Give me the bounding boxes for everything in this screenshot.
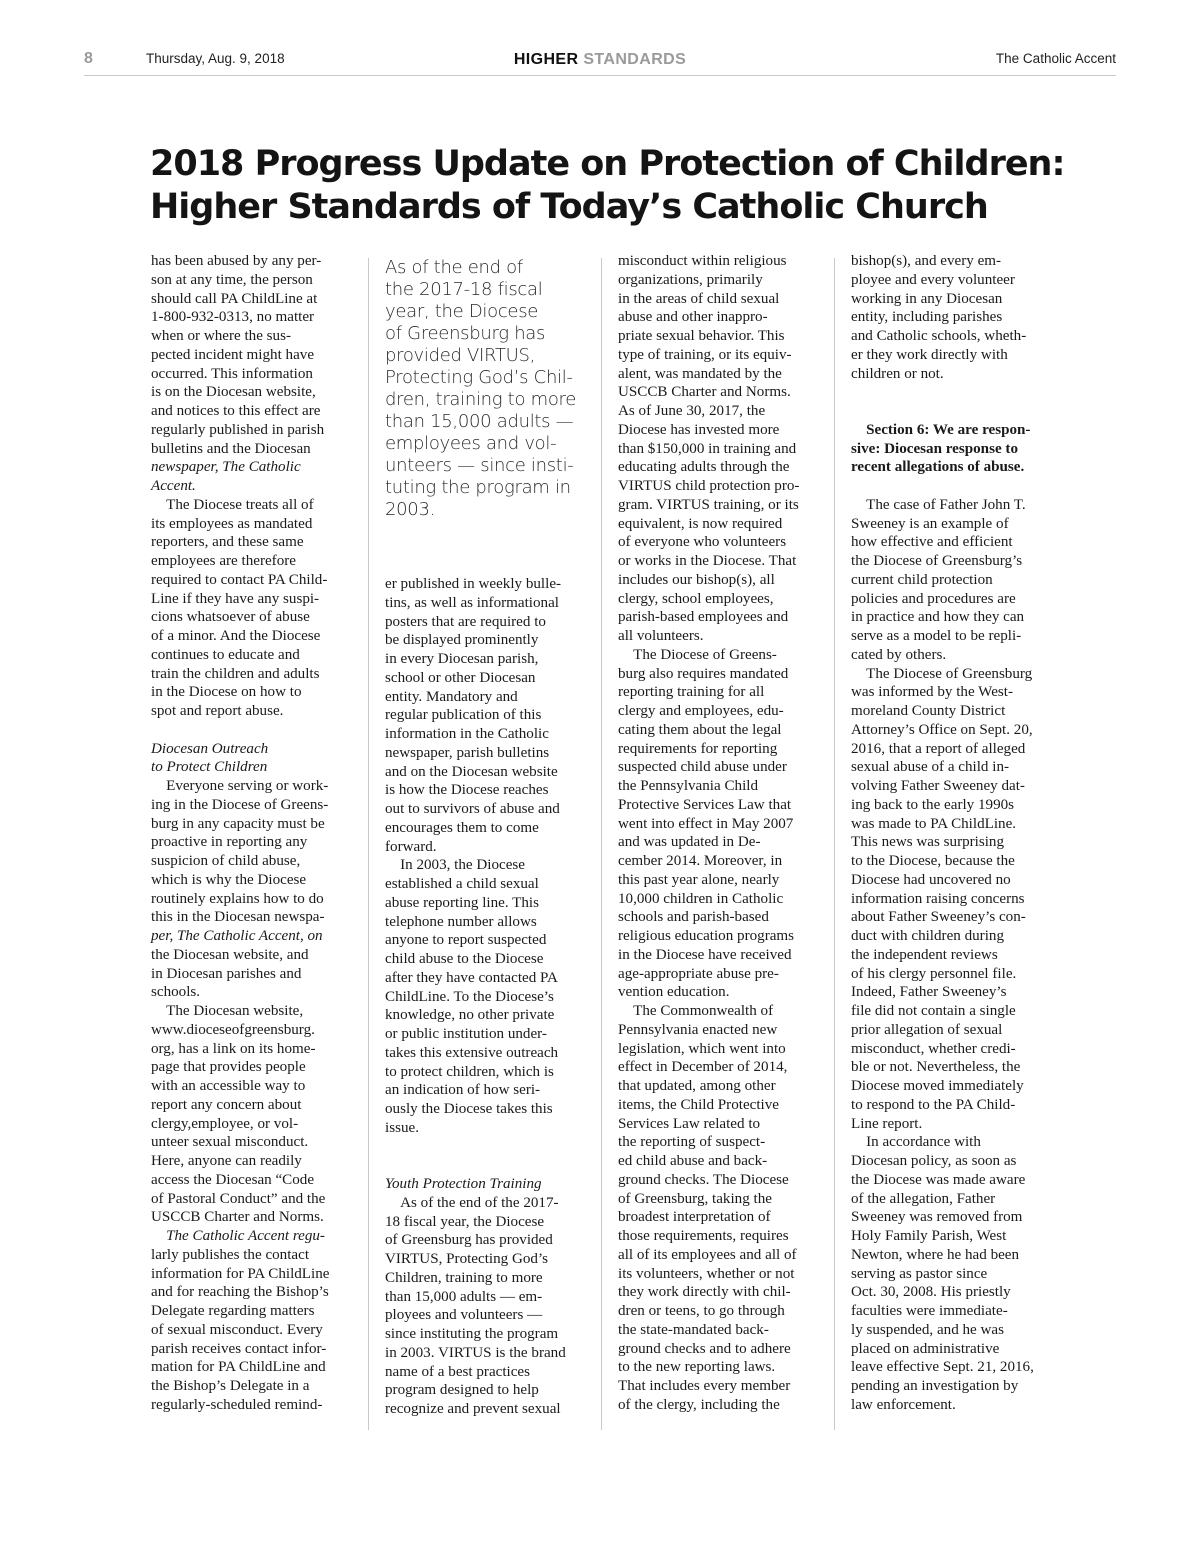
article-line: abuse reporting line. This [385, 894, 539, 911]
article-line: entity. Mandatory and [385, 688, 518, 705]
paragraph-gap [151, 721, 351, 740]
article-line: regularly published in parish [151, 421, 325, 438]
article-line: Holy Family Parish, West [851, 1228, 1007, 1244]
article-line: page that provides people [151, 1059, 306, 1076]
section-title-part1: HIGHER [513, 51, 579, 68]
article-line: In accordance with [851, 1134, 981, 1151]
article-line: anyone to report suspected [385, 932, 547, 949]
article-line: mation for PA ChildLine and [151, 1359, 326, 1376]
article-line: type of training, or its equiv- [618, 346, 792, 363]
article-line: of the clergy, including the [618, 1396, 780, 1413]
article-line: the state-mandated back- [618, 1321, 769, 1338]
article-line: serve as a model to be repli- [851, 628, 1022, 644]
article-line: effect in December of 2014, [618, 1059, 788, 1076]
article-line: policies and procedures are [851, 590, 1016, 607]
paragraph-gap [851, 477, 1051, 496]
article-line: 10,000 children in Catholic [618, 890, 784, 907]
article-line: The Diocesan website, [151, 1003, 304, 1019]
article-line: in practice and how they can [851, 609, 1025, 626]
article-line: Children, training to more [385, 1269, 543, 1286]
article-line: of a minor. And the Diocese [151, 628, 321, 644]
article-line: or works in the Diocese. That [618, 553, 797, 569]
article-line: required to contact PA Child- [151, 571, 328, 588]
paragraph-gap [851, 383, 1051, 402]
article-line: leave effective Sept. 21, 2016, [851, 1359, 1034, 1376]
article-line: this past year alone, nearly [618, 871, 780, 888]
article-column-3 [618, 252, 818, 1415]
article-line: out to survivors of abuse and [385, 801, 560, 817]
pull-quote-line: employees and vol- [385, 433, 557, 454]
article-line: and on the Diocesan website [385, 763, 558, 780]
article-line: items, the Child Protective [618, 1096, 779, 1113]
article-line: USCCB Charter and Norms. [618, 384, 791, 401]
article-line: bishop(s), and every em- [851, 253, 1002, 269]
article-line: the Pennsylvania Child [618, 778, 759, 794]
article-line: report any concern about [151, 1096, 302, 1113]
article-line: The Commonwealth of [618, 1003, 774, 1019]
article-line: program designed to help [385, 1382, 539, 1399]
pull-quote-line: 2003. [385, 499, 436, 520]
article-line: the Diocese of Greensburg’s [851, 553, 1023, 569]
article-line: cember 2014. Moreover, in [618, 853, 783, 869]
article-line: working in any Diocesan [851, 290, 1003, 307]
article-line: Newton, where he had been [851, 1246, 1020, 1263]
article-line: Attorney’s Office on Sept. 20, [851, 721, 1033, 738]
article-line: er published in weekly bulle- [385, 576, 562, 592]
article-line: children or not. [851, 365, 944, 382]
article-line: proactive in reporting any [151, 834, 308, 851]
article-line: should call PA ChildLine at [151, 290, 318, 307]
article-line: 1-800-932-0313, no matter [151, 309, 315, 326]
article-line: telephone number allows [385, 913, 537, 930]
article-line: information for PA ChildLine [151, 1265, 330, 1282]
article-line: burg also requires mandated [618, 665, 789, 682]
article-line: the independent reviews [851, 946, 998, 963]
article-line: of everyone who volunteers [618, 534, 787, 551]
article-line: information in the Catholic [385, 726, 549, 742]
article-line: VIRTUS child protection pro- [618, 478, 800, 494]
article-line: that updated, among other [618, 1078, 776, 1094]
article-line: went into effect in May 2007 [618, 815, 794, 832]
article-line: to the Diocese, because the [851, 853, 1015, 869]
article-line: regular publication of this [385, 707, 542, 724]
article-line: unteer sexual misconduct. [151, 1134, 309, 1151]
article-line: continues to educate and [151, 646, 300, 663]
article-line: to the new reporting laws. [618, 1359, 776, 1376]
article-line: schools. [151, 984, 201, 1001]
article-line: in Diocesan parishes and [151, 965, 302, 982]
article-line: sexual abuse of a child in- [851, 759, 1010, 776]
pull-quote-line: As of the end of [385, 257, 523, 278]
article-line: dren or teens, to go through [618, 1303, 785, 1319]
article-line: ously the Diocese takes this [385, 1101, 553, 1117]
article-line: to protect children, which is [385, 1063, 554, 1080]
article-line: suspicion of child abuse, [151, 853, 301, 869]
article-line: educating adults through the [618, 459, 790, 476]
article-line: The Diocese treats all of [151, 496, 314, 513]
article-line: its employees as mandated [151, 515, 313, 532]
article-line: this in the Diocesan newspa- [151, 909, 325, 926]
article-line: in 2003. VIRTUS is the brand [385, 1344, 566, 1361]
article-line: or public institution under- [385, 1026, 547, 1042]
article-line: age-appropriate abuse pre- [618, 965, 779, 982]
publication-name: The Catholic Accent [995, 51, 1116, 66]
article-line: after they have contacted PA [385, 969, 558, 986]
article-line: Youth Protection Training [385, 1176, 542, 1192]
article-line: than 15,000 adults — em- [385, 1288, 543, 1305]
paragraph-gap [385, 1138, 585, 1157]
article-line: an indication of how seri- [385, 1082, 541, 1099]
header-divider [84, 75, 1116, 76]
page-header [84, 50, 1116, 70]
article-line: those requirements, requires [618, 1228, 789, 1244]
article-line: er they work directly with [851, 346, 1008, 363]
article-line: parish-based employees and [618, 609, 789, 626]
article-line: which is why the Diocese [151, 871, 307, 888]
article-line: clergy, school employees, [618, 590, 774, 607]
article-line: schools and parish-based [618, 909, 769, 926]
article-line: child abuse to the Diocese [385, 951, 544, 967]
article-line: encourages them to come [385, 819, 539, 836]
article-line: larly publishes the contact [151, 1246, 310, 1263]
article-line: The case of Father John T. [851, 496, 1026, 513]
article-line: the Diocese was made aware [851, 1171, 1026, 1188]
article-line: school or other Diocesan [385, 669, 536, 686]
article-line: how effective and efficient [851, 534, 1013, 551]
article-line: misconduct within religious [618, 253, 787, 269]
article-line: organizations, primarily [618, 271, 763, 288]
article-line: Here, anyone can readily [151, 1153, 302, 1169]
article-line: reporters, and these same [151, 534, 304, 551]
article-line: and was updated in De- [618, 834, 761, 851]
article-line: alent, was mandated by the [618, 365, 782, 382]
article-line: be displayed prominently [385, 632, 539, 649]
article-line: spot and report abuse. [151, 703, 284, 719]
article-line: recent allegations of abuse. [851, 459, 1025, 476]
pull-quote-line: provided VIRTUS, [385, 345, 536, 366]
article-line: ChildLine. To the Diocese’s [385, 988, 554, 1005]
article-line: bulletins and the Diocesan [151, 440, 311, 457]
article-line: Oct. 30, 2008. His priestly [851, 1284, 1011, 1301]
article-line: 18 fiscal year, the Diocese [385, 1213, 545, 1230]
article-line: Pennsylvania enacted new [618, 1021, 778, 1038]
article-line: than $150,000 in training and [618, 440, 797, 457]
article-line: current child protection [851, 571, 993, 588]
pull-quote-line: of Greensburg has [385, 323, 546, 344]
article-line: Delegate regarding matters [151, 1303, 315, 1319]
article-line: parish receives contact infor- [151, 1340, 327, 1357]
article-line: newspaper, The Catholic [151, 459, 301, 476]
article-line: Services Law related to [618, 1115, 761, 1132]
article-line: ployees and volunteers — [385, 1307, 543, 1324]
article-line: all volunteers. [618, 628, 704, 644]
article-line: Line if they have any suspi- [151, 590, 320, 607]
article-line: suspected child abuse under [618, 759, 787, 776]
article-column-4 [851, 252, 1051, 1415]
column-divider-2 [601, 258, 602, 1430]
article-line: the reporting of suspect- [618, 1134, 766, 1151]
article-line: and notices to this effect are [151, 403, 321, 419]
article-line: is on the Diocesan website, [151, 384, 316, 401]
article-line: employees are therefore [151, 553, 296, 569]
pull-quote-line: tuting the program in [385, 477, 571, 498]
article-line: cated by others. [851, 646, 947, 663]
article-line: org, has a link on its home- [151, 1040, 316, 1057]
article-line: occurred. This information [151, 365, 313, 382]
article-line: file did not contain a single [851, 1003, 1016, 1019]
article-line: Protective Services Law that [618, 796, 792, 813]
article-line: of the allegation, Father [851, 1190, 996, 1207]
article-line: ing back to the early 1990s [851, 796, 1015, 813]
article-line: duct with children during [851, 928, 1005, 944]
pull-quote-line: the 2017-18 fiscal [385, 279, 543, 300]
article-line: Diocesan Outreach [151, 740, 269, 757]
article-line: The Catholic Accent regu- [151, 1228, 325, 1244]
article-line: Accent. [151, 478, 196, 494]
article-line: issue. [385, 1119, 419, 1136]
paragraph-gap [851, 402, 1051, 421]
article-line: and for reaching the Bishop’s [151, 1284, 329, 1301]
article-line: to respond to the PA Child- [851, 1096, 1016, 1113]
article-line: Diocese has invested more [618, 421, 780, 438]
column-divider-3 [834, 258, 835, 1430]
pull-quote-line: unteers — since insti- [385, 455, 574, 476]
article-line: As of the end of the 2017- [385, 1194, 559, 1211]
pull-quote-line: than 15,000 adults — [385, 411, 574, 432]
article-line: in every Diocesan parish, [385, 651, 539, 667]
article-line: in the Diocese have received [618, 946, 792, 963]
article-line: Sweeney was removed from [851, 1209, 1023, 1226]
article-line: cions whatsoever of abuse [151, 609, 310, 626]
article-line: This news was surprising [851, 834, 1005, 851]
article-line: clergy and employees, edu- [618, 703, 784, 719]
article-line: knowledge, no other private [385, 1007, 555, 1024]
article-line: broadest interpretation of [618, 1209, 771, 1226]
article-line: ground checks and to adhere [618, 1340, 791, 1357]
article-line: in the areas of child sexual [618, 290, 780, 307]
paragraph-gap [385, 1156, 585, 1175]
article-line: per, The Catholic Accent, on [151, 928, 323, 944]
pull-quote-line: Protecting God’s Chil- [385, 367, 573, 388]
article-line: pending an investigation by [851, 1378, 1019, 1394]
article-line: requirements for reporting [618, 740, 778, 757]
article-line: of Greensburg, taking the [618, 1190, 772, 1207]
article-line: of Greensburg has provided [385, 1232, 553, 1249]
article-line: The Diocese of Greens- [618, 646, 777, 663]
article-line: entity, including parishes [851, 309, 1003, 326]
article-line: newspaper, parish bulletins [385, 744, 550, 761]
article-line: The Diocese of Greensburg [851, 665, 1033, 682]
article-line: faculties were immediate- [851, 1303, 1008, 1319]
article-line: reporting training for all [618, 684, 765, 701]
article-line: forward. [385, 838, 437, 855]
article-line: www.dioceseofgreensburg. [151, 1021, 315, 1038]
article-line: That includes every member [618, 1378, 791, 1394]
article-line: ployee and every volunteer [851, 271, 1015, 288]
article-line: train the children and adults [151, 665, 320, 682]
article-line: recognize and prevent sexual [385, 1401, 561, 1417]
article-line: was made to PA ChildLine. [851, 815, 1017, 832]
column-divider-1 [368, 258, 369, 1430]
article-line: law enforcement. [851, 1396, 956, 1413]
article-line: of sexual misconduct. Every [151, 1321, 323, 1338]
article-line: since instituting the program [385, 1326, 559, 1342]
article-line: Diocese had uncovered no [851, 871, 1011, 888]
pull-quote-line: year, the Diocese [385, 301, 539, 322]
article-line: equivalent, is now required [618, 515, 783, 532]
article-line: its volunteers, whether or not [618, 1265, 795, 1282]
article-line: ing in the Diocese of Greens- [151, 796, 329, 813]
article-line: Line report. [851, 1115, 923, 1132]
article-line: burg in any capacity must be [151, 815, 325, 832]
article-line: and Catholic schools, wheth- [851, 328, 1027, 344]
article-line: with an accessible way to [151, 1078, 306, 1094]
article-line: Everyone serving or work- [151, 778, 329, 794]
article-line: son at any time, the person [151, 271, 313, 288]
article-line: sive: Diocesan response to [851, 440, 1018, 457]
article-column-1 [151, 252, 351, 1415]
article-line: prior allegation of sexual [851, 1021, 1003, 1038]
article-line: ble or not. Nevertheless, the [851, 1059, 1021, 1076]
pull-quote-line: dren, training to more [385, 389, 577, 410]
article-line: all of its employees and all of [618, 1246, 797, 1263]
page-number: 8 [84, 50, 93, 67]
article-line: tins, as well as informational [385, 594, 559, 611]
article-line: cating them about the legal [618, 721, 782, 738]
article-line: established a child sexual [385, 876, 539, 892]
article-line: information raising concerns [851, 890, 1025, 907]
article-line: is how the Diocese reaches [385, 782, 549, 799]
pull-quote [385, 257, 590, 521]
article-line: about Father Sweeney’s con- [851, 909, 1026, 926]
article-line: misconduct, whether credi- [851, 1040, 1016, 1057]
article-line: ground checks. The Diocese [618, 1171, 789, 1188]
article-line: takes this extensive outreach [385, 1044, 559, 1061]
article-line: USCCB Charter and Norms. [151, 1209, 324, 1226]
article-line: volving Father Sweeney dat- [851, 778, 1025, 794]
article-line: ly suspended, and he was [851, 1321, 1005, 1338]
article-line: access the Diocesan “Code [151, 1171, 315, 1188]
article-line: when or where the sus- [151, 328, 291, 344]
article-line: vention education. [618, 984, 730, 1001]
article-line: priate sexual behavior. This [618, 328, 785, 344]
article-line: the Diocesan website, and [151, 946, 309, 963]
article-line: gram. VIRTUS training, or its [618, 496, 799, 513]
article-line: religious education programs [618, 928, 795, 944]
headline-line-2: Higher Standards of Today’s Catholic Church [150, 187, 988, 227]
article-line: moreland County District [851, 703, 1006, 719]
article-line: placed on administrative [851, 1340, 1000, 1357]
article-line: serving as pastor since [851, 1265, 988, 1282]
article-line: of Pastoral Conduct” and the [151, 1190, 326, 1207]
article-line: Diocese moved immediately [851, 1078, 1024, 1094]
article-column-2 [385, 575, 585, 1419]
article-line: to Protect Children [151, 759, 268, 776]
article-line: regularly-scheduled remind- [151, 1396, 323, 1413]
article-line: clergy,employee, or vol- [151, 1115, 299, 1132]
article-line: Indeed, Father Sweeney’s [851, 984, 1007, 1001]
section-title [84, 51, 1116, 69]
article-line: has been abused by any per- [151, 253, 322, 269]
headline-line-1: 2018 Progress Update on Protection of Children: [150, 144, 1065, 184]
article-line: they work directly with chil- [618, 1284, 791, 1301]
article-line: ed child abuse and back- [618, 1153, 768, 1169]
article-line: the Bishop’s Delegate in a [151, 1378, 310, 1394]
headline [150, 143, 1070, 229]
article-line: Section 6: We are respon- [851, 421, 1031, 438]
article-line: posters that are required to [385, 613, 546, 630]
article-line: Sweeney is an example of [851, 515, 1009, 532]
issue-date: Thursday, Aug. 9, 2018 [146, 51, 285, 66]
article-line: legislation, which went into [618, 1040, 786, 1057]
article-line: 2016, that a report of alleged [851, 740, 1026, 757]
article-line: VIRTUS, Protecting God’s [385, 1251, 549, 1267]
article-line: In 2003, the Diocese [385, 857, 526, 874]
section-title-part2: STANDARDS [583, 51, 687, 68]
article-line: name of a best practices [385, 1363, 530, 1380]
article-line: pected incident might have [151, 346, 315, 363]
article-line: was informed by the West- [851, 684, 1013, 701]
article-line: As of June 30, 2017, the [618, 403, 766, 419]
article-line: includes our bishop(s), all [618, 571, 775, 588]
article-line: abuse and other inappro- [618, 309, 768, 326]
article-line: routinely explains how to do [151, 890, 324, 907]
article-line: of his clergy personnel file. [851, 965, 1017, 982]
article-line: Diocesan policy, as soon as [851, 1153, 1017, 1169]
article-line: in the Diocese on how to [151, 684, 302, 701]
